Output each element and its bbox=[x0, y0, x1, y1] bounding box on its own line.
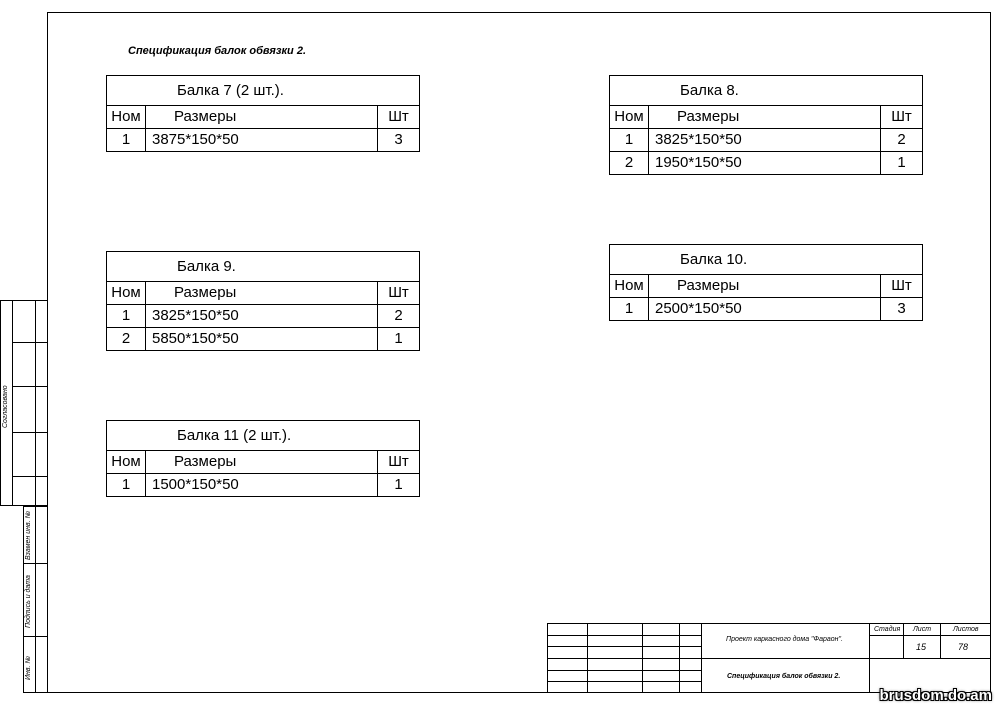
stage-label: Стадия bbox=[874, 626, 901, 633]
project-name: Проект каркасного дома "Фараон". bbox=[726, 636, 843, 643]
sheets-total: 78 bbox=[958, 642, 969, 652]
table-row: 1 3875*150*50 3 bbox=[107, 129, 420, 152]
col-qty-header: Шт bbox=[378, 106, 420, 129]
col-qty-header: Шт bbox=[378, 282, 420, 305]
table-row: 1 3825*150*50 2 bbox=[610, 129, 923, 152]
col-qty-header: Шт bbox=[881, 275, 923, 298]
col-num-header: Ном bbox=[107, 282, 146, 305]
beam-title: Балка 9. bbox=[107, 252, 420, 282]
sheet-name: Спецификация балок обвязки 2. bbox=[727, 673, 841, 680]
beam-table bbox=[609, 75, 923, 175]
col-num-header: Ном bbox=[610, 275, 649, 298]
sheet-label: Лист bbox=[913, 626, 932, 633]
beam-title: Балка 11 (2 шт.). bbox=[107, 421, 420, 451]
sheet-number: 15 bbox=[916, 642, 927, 652]
table-row: 1 1500*150*50 1 bbox=[107, 474, 420, 497]
sheets-label: Листов bbox=[953, 626, 979, 633]
col-num-header: Ном bbox=[610, 106, 649, 129]
table-row: 1 3825*150*50 2 bbox=[107, 305, 420, 328]
table-row: 1 2500*150*50 3 bbox=[610, 298, 923, 321]
beam-title: Балка 8. bbox=[610, 76, 923, 106]
beam-table bbox=[106, 420, 420, 497]
col-dims-header: Размеры bbox=[146, 106, 378, 129]
col-num-header: Ном bbox=[107, 451, 146, 474]
instead-inv-label: Взамен инв. № bbox=[25, 510, 32, 560]
col-dims-header: Размеры bbox=[649, 106, 881, 129]
agreed-label: Согласовано bbox=[2, 385, 9, 428]
col-dims-header: Размеры bbox=[146, 451, 378, 474]
col-qty-header: Шт bbox=[881, 106, 923, 129]
beam-table bbox=[609, 244, 923, 321]
table-row: 2 1950*150*50 1 bbox=[610, 152, 923, 175]
beam-table bbox=[106, 75, 420, 152]
beam-table bbox=[106, 251, 420, 351]
col-qty-header: Шт bbox=[378, 451, 420, 474]
beam-title: Балка 7 (2 шт.). bbox=[107, 76, 420, 106]
beam-title: Балка 10. bbox=[610, 245, 923, 275]
watermark: brusdom.do.am bbox=[879, 687, 992, 704]
signature-date-label: Подпись и дата bbox=[25, 575, 32, 628]
col-num-header: Ном bbox=[107, 106, 146, 129]
table-row: 2 5850*150*50 1 bbox=[107, 328, 420, 351]
col-dims-header: Размеры bbox=[146, 282, 378, 305]
sheet-title: Спецификация балок обвязки 2. bbox=[128, 45, 306, 57]
col-dims-header: Размеры bbox=[649, 275, 881, 298]
inv-no-label: Инв. № bbox=[25, 656, 32, 680]
